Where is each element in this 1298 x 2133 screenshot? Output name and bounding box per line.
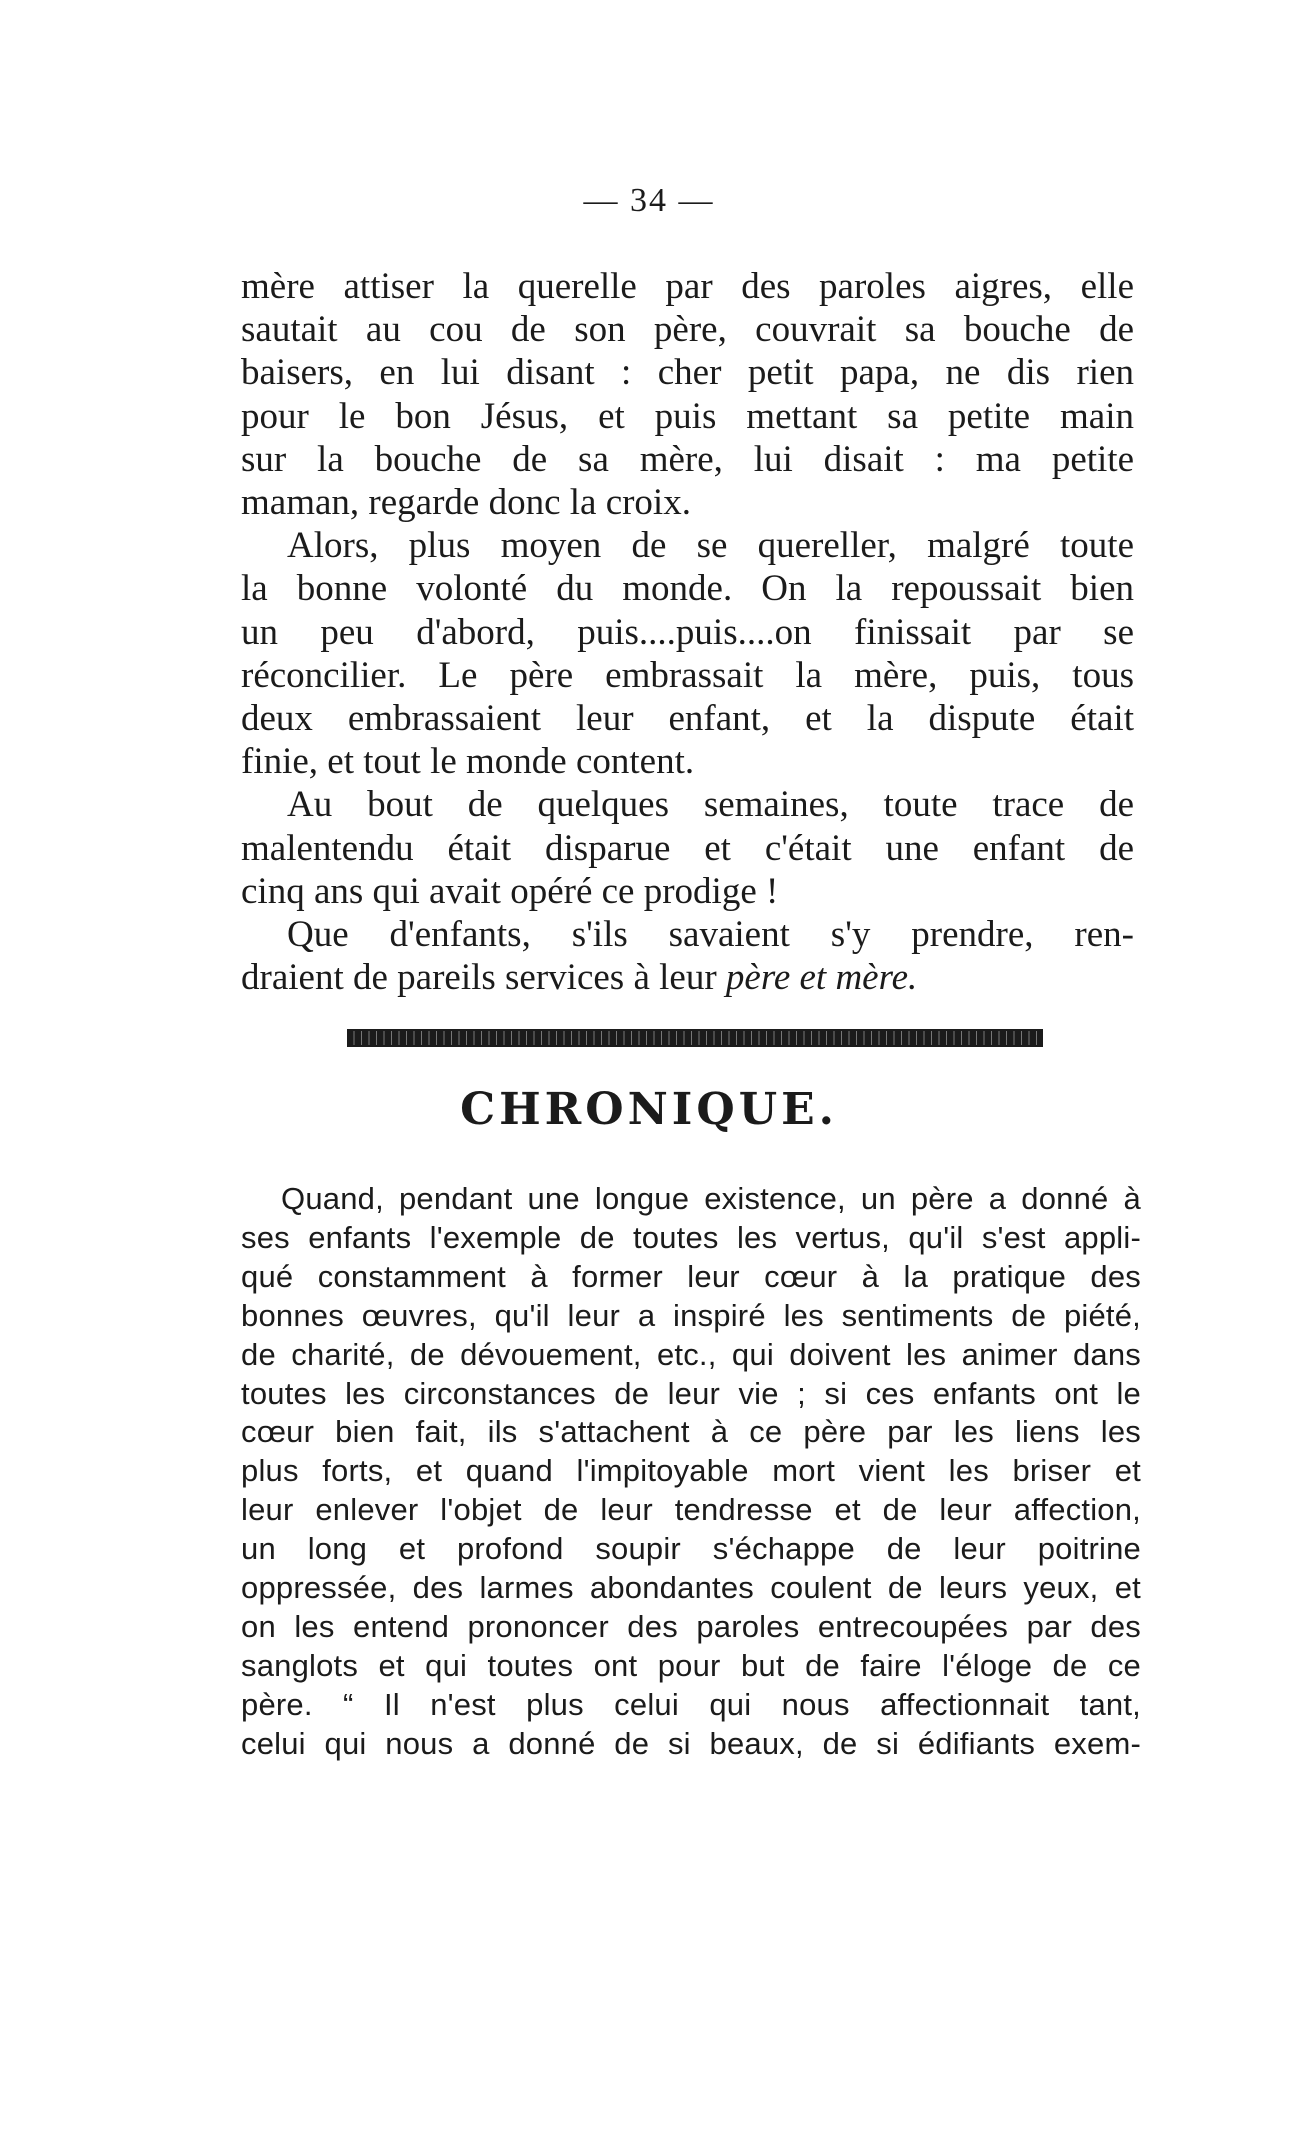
text-line: pour le bon Jésus, et puis mettant sa petite main — [241, 395, 1134, 437]
text-line: réconcilier. Le père embrassait la mère, puis, tous — [241, 654, 1134, 696]
text-line: on les entend prononcer des paroles entrecoupées par des — [241, 1608, 1141, 1644]
page-number: — 34 — — [583, 182, 715, 219]
text-line: Que d'enfants, s'ils savaient s'y prendre, ren- — [287, 914, 1134, 956]
italic-phrase: père et mère. — [725, 957, 918, 999]
text-line: cœur bien fait, ils s'attachent à ce père par les liens les — [241, 1414, 1141, 1450]
text-line: la bonne volonté du monde. On la repoussait bien — [241, 568, 1134, 610]
text-line: oppressée, des larmes abondantes coulent de leurs yeux, et — [241, 1570, 1141, 1606]
text-line: sanglots et qui toutes ont pour but de faire l'éloge de ce — [241, 1647, 1141, 1683]
text-line-final-start: draient de pareils services à leur — [241, 957, 726, 999]
text-line: sur la bouche de sa mère, lui disait : ma petite — [241, 438, 1134, 480]
text-line: Alors, plus moyen de se quereller, malgré toute — [287, 525, 1134, 567]
text-line: cinq ans qui avait opéré ce prodige ! — [241, 870, 779, 912]
text-line: père. “ Il n'est plus celui qui nous affectionnait tant, — [241, 1686, 1141, 1722]
text-line: qué constamment à former leur cœur à la pratique des — [241, 1258, 1141, 1294]
decorative-divider — [347, 1029, 1043, 1047]
text-line: toutes les circonstances de leur vie ; si ces enfants ont le — [241, 1375, 1141, 1411]
text-line: Au bout de quelques semaines, toute trace de — [287, 784, 1134, 826]
body-text-section-one — [241, 265, 1134, 999]
text-line: mère attiser la querelle par des paroles aigres, elle — [241, 266, 1134, 307]
text-line: un long et profond soupir s'échappe de leur poitrine — [241, 1531, 1141, 1567]
text-line: ses enfants l'exemple de toutes les vertus, qu'il s'est appli- — [241, 1219, 1141, 1255]
text-line: malentendu était disparue et c'était une enfant de — [241, 827, 1134, 869]
text-line: de charité, de dévouement, etc., qui doivent les animer dans — [241, 1336, 1141, 1372]
text-line: un peu d'abord, puis....puis....on finissait par se — [241, 611, 1134, 653]
text-line: bonnes œuvres, qu'il leur a inspiré les sentiments de piété, — [241, 1297, 1141, 1333]
text-line: Quand, pendant une longue existence, un père a donné à — [281, 1181, 1141, 1216]
text-line: deux embrassaient leur enfant, et la dispute était — [241, 698, 1134, 740]
text-line: celui qui nous a donné de si beaux, de si édifiants exem- — [241, 1725, 1141, 1761]
text-line: leur enlever l'objet de leur tendresse et de leur affection, — [241, 1492, 1141, 1528]
text-line: sautait au cou de son père, couvrait sa bouche de — [241, 309, 1134, 351]
text-line: baisers, en lui disant : cher petit papa, ne dis rien — [241, 352, 1134, 394]
text-line: maman, regarde donc la croix. — [241, 482, 691, 524]
text-line: finie, et tout le monde content. — [241, 741, 695, 783]
section-heading: CHRONIQUE. — [460, 1084, 838, 1135]
body-text-section-two — [241, 1180, 1141, 1764]
text-line: plus forts, et quand l'impitoyable mort vient les briser et — [241, 1453, 1141, 1489]
text-line-final — [241, 956, 1134, 999]
